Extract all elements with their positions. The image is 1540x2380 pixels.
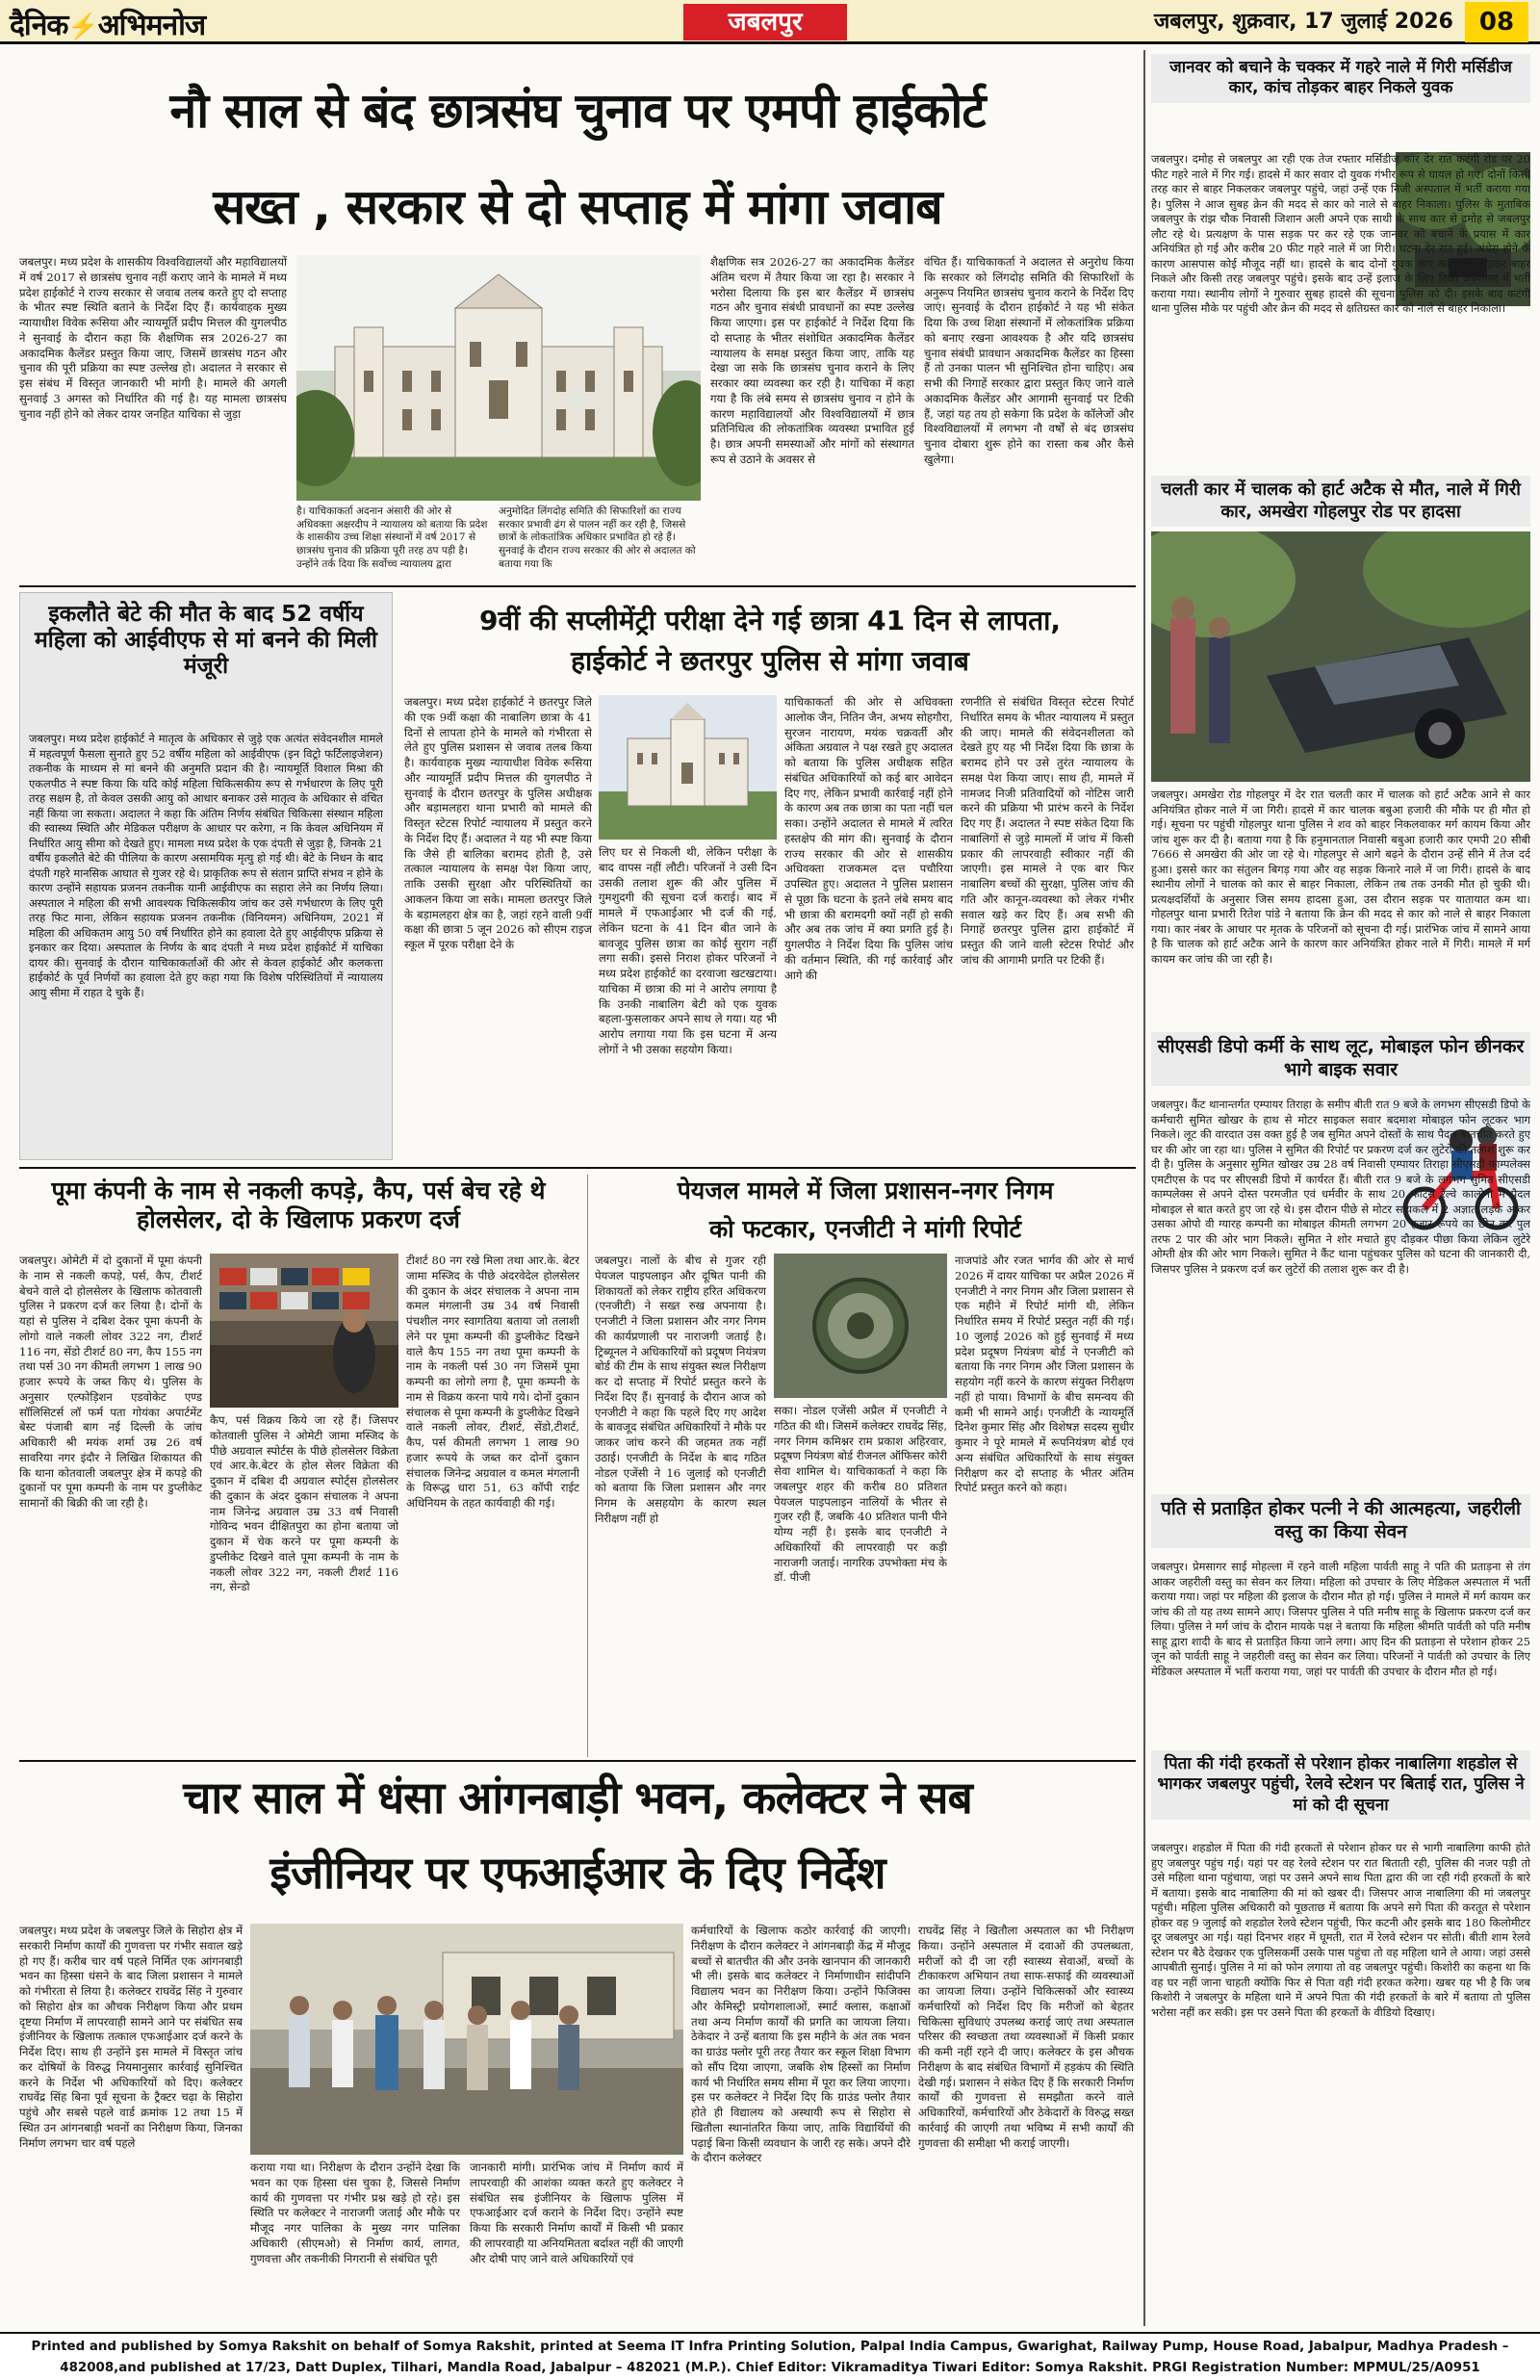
newspaper-logo xyxy=(10,4,250,42)
story1-column-4: वंचित हैं। याचिकाकर्ता ने अदालत से अनुरोध किया कि सरकार को लिंगदोह समिति की सिफारिशों के अनुरूप नियमित छात्रसंघ चुनाव कराने के निर्देश दिए जाएं। सुनवाई के दौरान हाईकोर्ट ने यह भी संकेत दिया कि उच्च शिक्षा संस्थानों में लोकतांत्रिक प्रक्रिया को बनाए रखना आवश्यक है और यदि छात्रसंघ चुनाव संबंधी प्रावधान अकादमिक कैलेंडर का हिस्सा हैं तो उनका पालन भी सुनिश्चित होना चाहिए। अब सभी की निगाहें सरकार द्वारा प्रस्तुत किए जाने वाले अकादमिक कैलेंडर और आगामी सुनवाई पर टिकी हैं, जहां यह तय हो सकेगा कि प्रदेश के कॉलेजों और विश्वविद्यालयों में लगभग नौ वर्षों से बंद छात्रसंघ चुनाव दोबारा शुरू होने का रास्ता कब और कैसे खुलेगा। xyxy=(924,255,1134,466)
story2-body: जबलपुर। मध्य प्रदेश हाईकोर्ट ने मातृत्व के अधिकार से जुड़े एक अत्यंत संवेदनशील मामले में महत्वपूर्ण फैसला सुनाते हुए 52 वर्षीय महिला को आईवीएफ (इन विट्रो फर्टिलाइजेशन) तकनीक के माध्यम से मां बनने की अनुमति प्रदान की है। न्यायमूर्ति विशाल मिश्रा की एकलपीठ ने स्पष्ट किया कि यदि कोई महिला चिकित्सकीय रूप से गर्भधारण के लिए पूरी तरह सक्षम है, तो केवल उसकी आयु को आधार बनाकर उसे मातृत्व के अधिकार से वंचित नहीं किया जा सकता। अदालत ने कहा कि अंतिम निर्णय संबंधित चिकित्सा संस्थान महिला की स्वास्थ्य स्थिति और मेडिकल परीक्षण के आधार पर करेगा, न कि केवल अधिनियम में निर्धारित आयु सीमा को देखते हुए। मामला मध्य प्रदेश के एक दंपती से जुड़ा है, जिनके 21 वर्षीय इकलौते बेटे की पीलिया के कारण असामयिक मृत्यु हो गई थी। बेटे के निधन के बाद दंपती गहरे मानसिक आघात से गुजर रहे थे। प्राकृतिक रूप से संतान प्राप्ति संभव न होने के कारण उन्होंने सहायक प्रजनन तकनीक यानी आईवीएफ का सहारा लेने का निर्णय लिया। अस्पताल ने महिला की सभी आवश्यक चिकित्सकीय जांच कर उसे गर्भधारण के लिए पूरी तरह फिट माना, लेकिन सहायक प्रजनन तकनीक (विनियमन) अधिनियम, 2021 में महिला की अधिकतम आयु 50 वर्ष निर्धारित होने का हवाला देते हुए आईवीएफ प्रक्रिया से इनकार कर दिया। अस्पताल के निर्णय के बाद दंपती ने मध्य प्रदेश हाईकोर्ट में याचिका दायर की। सुनवाई के दौरान याचिकाकर्ताओं की ओर से केवल हाईकोर्ट और कलकत्ता हाईकोर्ट के पूर्व निर्णयों का हवाला देते हुए कहा गया कि विशेष परिस्थितियों में न्यायालय आयु सीमा में राहत दे चुके हैं। xyxy=(29,732,383,999)
crashed-car-image xyxy=(1151,531,1530,782)
imprint-line-2: 482008,and published at 17/23, Datt Duplex, Tilhari, Mandla Road, Jabalpur – 482021 (M.P.). Chief Editor: Vikramaditya Tiwari Editor: Somya Rakshit. PRGI Registration Number: MPMUL/25/A0951 xyxy=(60,2361,1480,2375)
story3-column-3: याचिकाकर्ता की ओर से अधिवक्ता आलोक जैन, नितिन जैन, अभय सोहगौरा, सुरजन नारायण, मयंक चक्रवर्ती और अंकिता अग्रवाल ने पक्ष रखते हुए अदालत को बताया कि पुलिस अधीक्षक सहित संबंधित अधिकारियों को कई बार आवेदन दिए गए, लेकिन प्रभावी कार्रवाई नहीं होने के कारण अब तक छात्रा का पता नहीं चल सका। उन्होंने अदालत से मामले में त्वरित हस्तक्षेप की मांग की। सुनवाई के दौरान राज्य सरकार की ओर से शासकीय अधिवक्ता राजकमल दत्त पचौरिया उपस्थित हुए। अदालत ने पुलिस प्रशासन से पूछा कि घटना के इतने लंबे समय बाद भी छात्रा की बरामदगी क्यों नहीं हो सकी और अब तक जांच में क्या प्रगति हुई है। युगलपीठ ने निर्देश दिया कि पुलिस जांच की वर्तमान स्थिति, की गई कार्रवाई और आगे की xyxy=(784,695,953,982)
sidebar-story1-body: जबलपुर। दमोह से जबलपुर आ रही एक तेज रफ्तार मर्सिडीज कार देर रात कटंगी रोड पर 20 फीट गहरे नाले में गिर गई। हादसे में कार सवार दो युवक गंभीर रूप से घायल हो गए। दोनों किसी तरह कार से बाहर निकलकर जबलपुर पहुंचे, जहां उन्हें एक निजी अस्पताल में भर्ती कराया गया है। पुलिस ने आज सुबह क्रेन की मदद से कार को नाले से बाहर निकाला। पुलिस के मुताबिक जबलपुर के रांझ चौक निवासी जिशान अली अपने एक साथी के साथ कार से दमोह से जबलपुर लौट रहे थे। प्रत्यक्षण के पास सड़क पर कर रहे एक जानवर को बचाने के प्रयास में कार अनियंत्रित हो गई और करीब 20 फीट गहरे नाले में जा गिरी। घटना देर रात हुई। अंधेरा होने के कारण आसपास कोई मौजूद नहीं था। हादसे के बाद दोनों युवक कार का कांच तोड़कर बाहर निकले और किसी तरह जबलपुर पहुंचे। इसके बाद उन्हें इलाज के लिए निजी अस्पताल में भर्ती कराया गया। स्थानीय लोगों ने गुरुवार सुबह हादसे की सूचना पुलिस को दी। इसके बाद कटंगी थाना पुलिस मौके पर पहुंची और क्रेन की मदद से क्षतिग्रस्त कार को नाले से बाहर निकाला। xyxy=(1151,152,1530,315)
sidebar-story3-body: जबलपुर। कैंट थानान्तर्गत एम्पायर तिराहा के समीप बीती रात 9 बजे के लगभग सीएसडी डिपो के कर्मचारी सुमित खोखर के हाथ से मोटर साइकल सवार बदमाश मोबाइल फोन लूटकर भाग निकले। लूट की वारदात उस वक्त हुई है जब सुमित अपने दोस्तों के साथ पैदल बातचीत करते हुए घर की ओर जा रहा था। पुलिस ने सुमित की रिपोर्ट पर प्रकरण दर्ज कर लुटेरों की तलाश शुरू कर दी है। पुलिस के अनुसार सुमित खोखर उम्र 28 वर्ष निवासी एम्पायर तिराहा सीएसडी काम्पलेक्स एमटीएस के पद पर सीएसडी डिपो में कार्यरत हैं। बीती रात 9 बजे के लगभग सुमित सीएसडी काम्पलेक्स से अपने दोस्त परमजीत एवं धर्मवीर के साथ 20 फीट्स रेल्वे कालोनी में पैदल मोबाइल से बात करते हुए जा रहे थे। इस दौरान पीछे से मोटर सायकल में 2 अज्ञात लड़के आकर उसका ओपो वी ग्यारह कम्पनी का मोबाइल कीमती लगभग 20 हजार रूपये का छीन कर पुल तरफ 2 पार की ओर भाग निकले। सुमित ने शोर मचाते हुए दौड़कर पीछा किया लेकिन लुटेरे ओम्ती क्षेत्र की ओर भाग निकले। सुमित ने कैंट थाना पहुंचकर पुलिस को घटना की जानकारी दी, जिसपर पुलिस ने प्रकरण दर्ज कर लुटेरों की तलाश शुरू कर दी है। xyxy=(1151,1098,1530,1276)
story6-column-1: जबलपुर। मध्य प्रदेश के जबलपुर जिले के सिहोरा क्षेत्र में सरकारी निर्माण कार्यों की गुणवत्ता पर गंभीर सवाल खड़े हो गए हैं। करीब चार वर्ष पहले निर्मित एक आंगनबाड़ी भवन का हिस्सा धंसने के बाद जिला प्रशासन ने मामले को गंभीरता से लिया है। कलेक्टर राघवेंद्र सिंह ने गुरुवार को सिहोरा क्षेत्र का औचक निरीक्षण किया और प्रथम दृष्टया निर्माण में लापरवाही सामने आने पर संबंधित सब इंजीनियर के खिलाफ तत्काल एफआईआर दर्ज करने के निर्देश दिए। साथ ही उन्होंने इस मामले में विस्तृत जांच कर दोषियों के विरुद्ध नियमानुसार कार्रवाई सुनिश्चित करने के निर्देश भी अधिकारियों को दिए। कलेक्टर राघवेंद्र सिंह बिना पूर्व सूचना के ट्रैक्टर चढ़ा के सिहोरा पहुंचे और सबसे पहले वार्ड क्रमांक 12 तथा 15 में स्थित उन आंगनबाड़ी भवनों का निरीक्षण किया, जिनका निर्माण लगभग चार वर्ष पहले xyxy=(19,1924,243,2150)
sidebar-story5-body: जबलपुर। शहडोल में पिता की गंदी हरकतों से परेशान होकर घर से भागी नाबालिगा काफी होते हुए जबलपुर पहुंच गई। यहां पर वह रेलवे स्टेशन पर रात बिताती रही, पुलिस की नजर पड़ी तो उसे महिला थाना पहुंचाया, जहां पर उसने अपने साथ पिता द्वारा की जा रही गंदी हरकतों के बारे में बताया। इसके बाद नाबालिगा की मां को खबर दी। जिसपर आज नाबालिगा की मां जबलपुर पहुंची। महिला पुलिस अधिकारी को पूछताछ में बताया कि अपने सगे पिता की करतूत से परेशान होकर वह 9 जुलाई को शहडोल रेलवे स्टेशन पहुंची, फिर कटनी और इसके बाद 180 किलोमीटर दूर जबलपुर आ गई। यहां दिनभर शहर में घूमती, रात में रेलवे स्टेशन पर सोती। बीती शाम रेलवे स्टेशन पर बैठे देखकर एक पुलिसकर्मी उसके पास पहुंचा तो वह महिला थाने ले आया। जहां उससे आपबीती सुनाई। पुलिस ने मां को फोन लगाया तो वह जबलपुर पहुंची। किशोरी का कहना था कि वह घर नहीं जाना चाहती क्योंकि फिर से पिता वही गंदी हरकत करेगा। खबर यह भी है कि जब किशोरी ने जबलपुर के महिला थाने में अपने पिता की गंदी हरकतों के बारे में बताया तो पुलिस भरोसा नहीं कर सकी। इस पर उसने पिता की हरकतों के वीडियो दिखाए। xyxy=(1151,1841,1530,2019)
water-pipeline-image xyxy=(774,1254,947,1398)
story5-headline-line2: को फटकार, एनजीटी ने मांगी रिपोर्ट xyxy=(708,1215,1022,1243)
story6-column-2b: जानकारी मांगी। प्रारंभिक जांच में निर्माण कार्य में लापरवाही की आशंका व्यक्त करते हुए कलेक्टर ने संबंधित सब इंजीनियर के खिलाफ पुलिस में एफआईआर दर्ज कराने के निर्देश दिए। उन्होंने स्पष्ट किया कि सरकारी निर्माण कार्यों में किसी भी प्रकार की लापरवाही या अनियमितता बर्दाश्त नहीं की जाएगी और दोषी पाए जाने वाले अधिकारियों एवं xyxy=(470,2160,683,2265)
imprint-footer xyxy=(0,2332,1540,2380)
high-court-building-image xyxy=(296,255,701,501)
page-number: 08 xyxy=(1465,2,1528,42)
story3-column-1: जबलपुर। मध्य प्रदेश हाईकोर्ट ने छतरपुर जिले की एक 9वीं कक्षा की नाबालिग छात्रा के 41 दिनों से लापता होने के मामले को गंभीरता से लेते हुए पुलिस प्रशासन से जवाब तलब किया है। कार्यवाहक मुख्य न्यायाधीश विवेक रूसिया और न्यायमूर्ति प्रदीप मित्तल की युगलपीठ ने सुनवाई के दौरान छतरपुर के पुलिस अधीक्षक और बड़ामलहरा थाना प्रभारी को मामले की विस्तृत स्टेटस रिपोर्ट न्यायालय में प्रस्तुत करने के निर्देश दिए हैं। अदालत ने यह भी स्पष्ट किया कि जैसे ही बालिका बरामद होती है, उसे तत्काल न्यायालय के समक्ष पेश किया जाए, ताकि उसकी सुरक्षा और परिस्थितियों का आकलन किया जा सके। मामला छतरपुर जिले के बड़ामलहरा क्षेत्र का है, जहां रहने वाली 9वीं कक्षा की छात्रा 5 जून 2026 को सीएम राइज स्कूल में पूरक परीक्षा देने के xyxy=(404,695,592,952)
story3-column-2: लिए घर से निकली थी, लेकिन परीक्षा के बाद वापस नहीं लौटी। परिजनों ने उसी दिन उसकी तलाश शुरू की और पुलिस में गुमशुदगी की सूचना दर्ज कराई। बाद में मामले में एफआईआर भी दर्ज की गई, लेकिन घटना के 41 दिन बीत जाने के बावजूद पुलिस छात्रा का कोई सुराग नहीं लगा सकी। इससे निराश होकर परिजनों ने मध्य प्रदेश हाईकोर्ट का दरवाजा खटखटाया। याचिका में छात्रा की मां ने आरोप लगाया है कि उनकी नाबालिग बेटी को एक युवक बहला-फुसलाकर अपने साथ ले गया। यह भी आरोप लगाया गया कि इस घटना में अन्य लोगों ने भी उसका सहयोग किया। xyxy=(599,845,777,1056)
story3-column-4: रणनीति से संबंधित विस्तृत स्टेटस रिपोर्ट निर्धारित समय के भीतर न्यायालय में प्रस्तुत की जाए। मामले की संवेदनशीलता को देखते हुए यह भी निर्देश दिया कि छात्रा के बरामद होने पर उसे तुरंत न्यायालय के समक्ष पेश किया जाए। साथ ही, मामले में नामजद निजी प्रतिवादियों को नोटिस जारी करने की प्रक्रिया भी प्रारंभ करने के निर्देश दिए गए हैं। अदालत ने स्पष्ट संकेत दिया कि नाबालिगों से जुड़े मामलों में जांच में किसी प्रकार की लापरवाही स्वीकार नहीं की जाएगी। इस मामले ने एक बार फिर नाबालिग बच्चों की सुरक्षा, पुलिस जांच की गति और कानून-व्यवस्था को लेकर गंभीर सवाल खड़े कर दिए हैं। अब सभी की निगाहें छतरपुर पुलिस द्वारा हाईकोर्ट में प्रस्तुत की जाने वाली स्टेटस रिपोर्ट और जांच की आगामी प्रगति पर टिकी हैं। xyxy=(961,695,1134,968)
sidebar-divider xyxy=(1143,50,1145,2326)
sidebar-story1-headline: जानवर को बचाने के चक्कर में गहरे नाले में गिरी मर्सिडीज कार, कांच तोड़कर बाहर निकले युवक xyxy=(1151,54,1530,103)
story4-divider xyxy=(587,1175,588,1757)
story5-headline-line1: पेयजल मामले में जिला प्रशासन-नगर निगम xyxy=(677,1177,1054,1204)
story6-caption-text: कराया गया था। निरीक्षण के दौरान उन्होंने देखा कि भवन का एक हिस्सा धंस चुका है, जिससे निर्माण कार्य की गुणवत्ता पर गंभीर प्रश्न खड़े हो रहे। इस स्थिति पर कलेक्टर ने नाराजगी जताई और मौके पर मौजूद नगर पालिका के मुख्य नगर पालिका अधिकारी (सीएमओ) से निर्माण कार्य, लागत, गुणवत्ता और तकनीकी निगरानी से संबंधित पूरी xyxy=(250,2160,460,2265)
logo-text-right: अभिमनोज xyxy=(97,9,206,42)
story3-divider xyxy=(19,1167,1136,1169)
sidebar-story2-headline: चलती कार में चालक को हार्ट अटैक से मौत, नाले में गिरी कार, अमखेरा गोहलपुर रोड पर हादसा xyxy=(1151,476,1530,527)
city-label: जबलपुर xyxy=(683,4,847,40)
story1-divider xyxy=(19,585,1136,587)
story1-column-3: शैक्षणिक सत्र 2026-27 का अकादमिक कैलेंडर अंतिम चरण में तैयार किया जा रहा है। सरकार ने भरोसा दिलाया कि इस बार कैलेंडर में छात्रसंघ गठन और चुनाव संबंधी प्रावधानों का स्पष्ट उल्लेख किया जाएगा। इस पर हाईकोर्ट ने निर्देश दिया कि दो सप्ताह के भीतर संशोधित अकादमिक कैलेंडर न्यायालय के समक्ष प्रस्तुत किया जाए, ताकि यह देखा जा सके कि छात्रसंघ चुनाव कराने के लिए सरकार क्या व्यवस्था कर रही है। याचिका में कहा गया है कि लंबे समय से छात्रसंघ चुनाव न होने के कारण महाविद्यालयों और विश्वविद्यालयों में छात्र प्रतिनिधित्व की लोकतांत्रिक व्यवस्था प्रभावित हुई है। छात्र अपनी समस्याओं और मांगों को संस्थागत रूप से उठाने के अवसर से xyxy=(710,255,914,466)
sidebar-story2-body: जबलपुर। अमखेरा रोड गोहलपुर में देर रात चलती कार में चालक को हार्ट अटैक आने से कार अनियंत्रित होकर नाले में जा गिरी। हादसे में कार चालक बबुआ हजारी की मौके पर ही मौत हो गई। सूचना पर पहुंची गोहलपुर थाना पुलिस ने शव को बाहर निकलवाकर मर्ग कायम किया और जांच शुरू कर दी है। बताया गया है कि हनुमानताल निवासी बबुआ हजारी कार एमपी 20 सीबी 7666 से अमखेरा की ओर जा रहे थे। गोहलपुर से आगे बढ़ने के दौरान उन्हें सीने में तेज दर्द हुआ। इससे कार का संतुलन बिगड़ गया और वह सड़क किनारे नाले में जा गिरी। हादसे के बाद स्थानीय लोगों ने चालक को कार से बाहर निकाला, लेकिन तब तक उनकी मौत हो चुकी थी। प्रत्यक्षदर्शियों के अनुसार जिस समय हादसा हुआ, उस दौरान सड़क पर यातायात कम था। गोहलपुर थाना प्रभारी रितेश पांडे ने बताया कि क्रेन की मदद से कार को नाले से बाहर निकाला गया। कार नंबर के आधार पर मृतक के परिजनों को सूचना दी गई। प्रारंभिक जांच में सामने आया है कि चालक को हार्ट अटैक आने के कारण कार अनियंत्रित होकर नाले में गिरी। मामले में मर्ग कायम कर जांच की जा रही है। xyxy=(1151,788,1530,966)
story6-column-3: कर्मचारियों के खिलाफ कठोर कार्रवाई की जाएगी। निरीक्षण के दौरान कलेक्टर ने आंगनबाड़ी केंद्र में मौजूद बच्चों से बातचीत की और उनके खानपान की जानकारी भी ली। इसके बाद कलेक्टर ने निर्माणाधीन सांदीपनि विद्यालय भवन का निरीक्षण किया। उन्होंने फिजिक्स और केमिस्ट्री प्रयोगशालाओं, स्मार्ट क्लास, कक्षाओं तथा अन्य निर्माण कार्यों की प्रगति का जायजा लिया। ठेकेदार ने उन्हें बताया कि इस महीने के अंत तक भवन का ग्राउंड फ्लोर पूरी तरह तैयार कर स्कूल शिक्षा विभाग को सौंप दिया जाएगा, जबकि शेष हिस्सों का निर्माण कार्य भी निर्धारित समय सीमा में पूरा कर लिया जाएगा। इस पर कलेक्टर ने निर्देश दिए कि ग्राउंड फ्लोर तैयार होते ही विद्यालय को अस्थायी रूप से सिहोरा से खितौला स्थानांतरित किया जाए, ताकि विद्यार्थियों की पढ़ाई बिना किसी व्यवधान के जारी रह सके। अपने दौरे के दौरान कलेक्टर xyxy=(691,1924,911,2165)
story4-headline: पूमा कंपनी के नाम से नकली कपड़े, कैप, पर्स बेच रहे थे होलसेलर, दो के खिलाफ प्रकरण दर्ज xyxy=(51,1177,546,1233)
story1-column-1: जबलपुर। मध्य प्रदेश के शासकीय विश्वविद्यालयों और महाविद्यालयों में वर्ष 2017 से छात्रसंघ चुनाव नहीं कराए जाने के मामले में मध्य प्रदेश हाईकोर्ट ने राज्य सरकार से जवाब तलब करते हुए दो सप्ताह के भीतर स्पष्ट स्थिति बताने के निर्देश दिए हैं। कार्यवाहक मुख्य न्यायाधीश विवेक रूसिया और न्यायमूर्ति प्रदीप मित्तल की युगलपीठ ने सुनवाई के दौरान कहा कि शैक्षणिक सत्र 2026-27 का अकादमिक कैलेंडर प्रस्तुत किया जाए, जिसमें छात्रसंघ गठन और चुनाव की पूरी प्रक्रिया का स्पष्ट उल्लेख हो। अदालत ने सरकार से इस संबंध में विस्तृत जानकारी भी मांगी है। मामले की अगली सुनवाई 3 अगस्त को निर्धारित की गई है। यह मामला छात्रसंघ चुनाव नहीं होने को लेकर दायर जनहित याचिका से जुड़ा xyxy=(19,255,287,421)
imprint-line-1: Printed and published by Somya Rakshit on behalf of Somya Rakshit, printed at Seema IT Infra Printing Solution, Palpal India Campus, Gwarighat, Railway Pump, House Road, Jabalpur, Madhya Pradesh – xyxy=(31,2340,1509,2354)
sidebar-story5-headline: पिता की गंदी हरकतों से परेशान होकर नाबालिगा शहडोल से भागकर जबलपुर पहुंची, रेलवे स्टेशन पर बिताई रात, पुलिस ने मां को दी सूचना xyxy=(1151,1750,1530,1820)
lightning-bolt-icon: ⚡ xyxy=(67,13,98,41)
sidebar-story4-headline: पति से प्रताड़ित होकर पत्नी ने की आत्महत्या, जहरीली वस्तु का किया सेवन xyxy=(1151,1494,1530,1548)
story1-column-2b: अनुमोदित लिंगदोह समिति की सिफारिशों का राज्य सरकार प्रभावी ढंग से पालन नहीं कर रही है, जिससे छात्रों के लोकतांत्रिक अधिकार प्रभावित हो रहे हैं। सुनवाई के दौरान राज्य सरकार की ओर से अदालत को बताया गया कि xyxy=(499,505,696,570)
story3-headline-line1: 9वीं की सप्लीमेंट्री परीक्षा देने गई छात्रा 41 दिन से लापता, xyxy=(479,605,1061,636)
logo-text-left: दैनिक xyxy=(10,9,68,42)
story4-column-3: टीशर्ट 80 नग रखे मिला तथा आर.के. बेटर जामा मस्जिद के पीछे अंदरवेदेल होलसेलर की दुकान के अंदर संचालक ने अपना नाम कमल मंगलानी उम्र 34 वर्ष निवासी पंचशील नगर स्वागतिया बताया जो तलाशी लेने पर पूमा कम्पनी की डुप्लीकेट दिखने वाले कैप 155 नग तथा पूमा कम्पनी के नाम के नकली पर्स 30 नग जिसमें पूमा कम्पनी का लोगो लगा है, पूमा कम्पनी के नाम से विक्रय करना पाये गये। दोनों दुकान संचालक से पूमा कम्पनी के डुप्लीकेट दिखने वाले नकली लोवर, टीशर्ट, सेंडो,टीशर्ट, कैप, पर्स कीमती लगभग 1 लाख 90 हजार रूपये के जब्त कर दोनों दुकान संचालक जिनेन्द्र अग्रवाल व कमल मंगलानी के विरूद्ध धारा 51, 63 कॉपी राईट अधिनियम के तहत कार्यवाही की गई। xyxy=(406,1254,579,1511)
high-court-photo xyxy=(296,255,701,501)
sidebar-story3-headline: सीएसडी डिपो कर्मी के साथ लूट, मोबाइल फोन छीनकर भागे बाइक सवार xyxy=(1151,1032,1530,1086)
collector-inspection-image xyxy=(250,1924,683,2155)
issue-date: जबलपुर, शुक्रवार, 17 जुलाई 2026 xyxy=(1153,10,1453,34)
story4-column-1: जबलपुर। ओमेटी में दो दुकानों में पूमा कंपनी के नाम से नकली कपड़े, पर्स, कैप, टीशर्ट बेचने वाले दो होलसेलर के खिलाफ कोतवाली पुलिस ने प्रकरण दर्ज कर लिया है। दोनों के यहां से पुलिस ने दबिश देकर पूमा कंपनी के लोगो वाले नकली लोवर 322 नग, टीशर्ट 116 नग, सेंडो टीशर्ट 80 नग, कैप 155 नग तथा पर्स 30 नग कीमती लगभग 1 लाख 90 हजार रूपये के जब्त किए थे। पुलिस के अनुसार एल्फोड़िशन एडवोकेट एण्ड सॉलिसिटर्स लॉ फर्म पता गोयंका अपार्टमेंट बेस्ट पंजाबी बाग नई दिल्ली के जांच अधिकारी श्री मयंक शर्मा उम्र 26 वर्ष सावरिया नगर इंदौर ने लिखित शिकायत की कि थाना कोतवाली जबलपुर क्षेत्र में कपड़े की दुकानों पर पूमा कम्पनी के नाम पर डुप्लीकेट सामानों की बिक्री की जा रही है। xyxy=(19,1254,202,1511)
court-building-image xyxy=(599,695,777,840)
story5-divider xyxy=(19,1760,1136,1762)
story5-photo xyxy=(774,1254,947,1398)
story6-inspection-photo xyxy=(250,1924,683,2155)
story1-headline-line2: सख्त , सरकार से दो सप्ताह में मांगा जवाब xyxy=(213,179,942,235)
story6-headline-line1: चार साल में धंसा आंगनबाड़ी भवन, कलेक्टर ने सब xyxy=(183,1772,972,1824)
sidebar-story4-body: जबलपुर। प्रेमसागर साई मोहल्ला में रहने वाली महिला पार्वती साहू ने पति की प्रताड़ना से तंग आकर जहरीली वस्तु का सेवन कर लिया। महिला को उपचार के लिए मेडिकल अस्पताल में भर्ती कराया गया। जहां पर महिला की इलाज के दौरान मौत हो गई। पुलिस ने मामले में मर्ग कायम कर जांच की तो यह तथ्य सामने आए। जिसपर पुलिस ने पति मनीष साहू के खिलाफ प्रकरण दर्ज कर लिया। पुलिस ने मर्ग जांच के दौरान मायके पक्ष ने बताया कि महिला श्रीमति पार्वती को पति मनीष साहू द्वारा शादी के बाद से प्रताड़ित किया जाने लगा। आए दिन की प्रताड़ना से परेशान होकर 25 जून को पार्वती साहू ने जहरीली वस्तु का सेवन कर लिया। परिजनों ने पार्वती को उपचार के लिए मेडिकल अस्पताल में भर्ती कराया गया, जहां पर पार्वती की उपचार के दौरान मौत हो गई। xyxy=(1151,1560,1530,1678)
story6-headline-line2: इंजीनियर पर एफआईआर के दिए निर्देश xyxy=(270,1847,886,1899)
story1-headline-line1: नौ साल से बंद छात्रसंघ चुनाव पर एमपी हाईकोर्ट xyxy=(169,83,986,139)
story1-photo-caption: है। याचिकाकर्ता अदनान अंसारी की ओर से अधिवक्ता अक्षरदीप ने न्यायालय को बताया कि प्रदेश के शासकीय उच्च शिक्षा संस्थानों में वर्ष 2017 से छात्रसंघ चुनाव की प्रक्रिया पूरी तरह ठप पड़ी है। उन्होंने तर्क दिया कि सर्वोच्च न्यायालय द्वारा xyxy=(296,505,488,570)
story4-caption-text: कैप, पर्स विक्रय किये जा रहे हैं। जिसपर कोतवाली पुलिस ने ओमेटी जामा मस्जिद के पीछे अग्रवाल स्पोर्टस के पीछे होलसेलर विक्रेता एवं आर.के.बेटर के होल सेलर विक्रेता की दुकान में दबिश दी अग्रवाल स्पोर्ट्स होलसेलर की दुकान के अंदर दुकान संचालक ने अपना नाम जिनेन्द्र अग्रवाल उम्र 33 वर्ष निवासी गोविन्द भवन दीक्षितपुरा का होना बताया जो दुकान में चेक करने पर पूमा कम्पनी के डुप्लीकेट दिखने वाले पूमा कम्पनी के नाम के नकली लोवर 322 नग, नकली टीशर्ट 116 नग, सेन्डो xyxy=(210,1413,398,1594)
story4-shop-photo xyxy=(210,1254,398,1408)
story5-column-3: नाजपांडे और रजत भार्गव की ओर से मार्च 2026 में दायर याचिका पर अप्रैल 2026 में एनजीटी ने नगर निगम और जिला प्रशासन से एक महीने में रिपोर्ट मांगी थी, लेकिन निर्धारित समय में रिपोर्ट प्रस्तुत नहीं की गई। 10 जुलाई 2026 को हुई सुनवाई में मध्य प्रदेश प्रदूषण नियंत्रण बोर्ड ने एनजीटी को बताया कि नगर निगम और जिला प्रशासन के सहयोग नहीं करने के कारण संयुक्त निरीक्षण नहीं हो पाया। विभागों के बीच समन्वय की कमी भी सामने आई। एनजीटी के न्यायमूर्ति दिनेश कुमार सिंह और विशेषज्ञ सदस्य सुधीर कुमार ने पूरे मामले में रूपनियंत्रण बोर्ड एवं अन्य संबंधित अधिकारियों के साथ संयुक्त निरीक्षण कर दो सप्ताह के भीतर अंतिम रिपोर्ट प्रस्तुत करने को कहा। xyxy=(955,1254,1134,1495)
story2-headline: इकलौते बेटे की मौत के बाद 52 वर्षीय महिला को आईवीएफ से मां बनने की मिली मंजूरी xyxy=(35,602,377,680)
clothing-shop-image xyxy=(210,1254,398,1408)
story3-headline-line2: हाईकोर्ट ने छतरपुर पुलिस से मांगा जवाब xyxy=(571,645,969,677)
story5-column-1: जबलपुर। नालों के बीच से गुजर रही पेयजल पाइपलाइन और दूषित पानी की शिकायतों को लेकर राष्ट्रीय हरित अधिकरण (एनजीटी) ने सख्त रुख अपनाया है। एनजीटी ने जिला प्रशासन और नगर निगम की कार्यप्रणाली पर नाराजगी जताई है। ट्रिब्यूनल ने अधिकारियों को प्रदूषण नियंत्रण बोर्ड की टीम के साथ संयुक्त स्थल निरीक्षण कर दो सप्ताह में रिपोर्ट प्रस्तुत करने के निर्देश दिए हैं। सुनवाई के दौरान आज को एनजीटी ने कहा कि पहले दिए गए आदेश के बावजूद संबंधित अधिकारियों ने मौके पर जाकर जांच करने की जहमत तक नहीं उठाई। एनजीटी के निर्देश के बाद गठित नोडल एजेंसी ने 16 जुलाई को एनजीटी को बताया कि जिला प्रशासन और नगर निगम के असहयोग के कारण स्थल निरीक्षण नहीं हो xyxy=(595,1254,766,1526)
sidebar-story2-photo xyxy=(1151,531,1530,782)
story6-column-4: राघवेंद्र सिंह ने खितौला अस्पताल का भी निरीक्षण किया। उन्होंने अस्पताल में दवाओं की उपलब्धता, मरीजों को दी जा रही स्वास्थ्य सेवाओं, बच्चों के टीकाकरण अभियान तथा साफ-सफाई की व्यवस्थाओं का जायजा लिया। उन्होंने चिकित्सकों और स्वास्थ्य कर्मचारियों को निर्देश दिए कि मरीजों को बेहतर चिकित्सा सुविधाएं उपलब्ध कराई जाएं तथा अस्पताल परिसर की स्वच्छता तथा व्यवस्थाओं में किसी प्रकार की कमी नहीं रहने दी जाए। कलेक्टर के इस औचक निरीक्षण के बाद संबंधित विभागों में हड़कंप की स्थिति देखी गई। प्रशासन ने संकेत दिए हैं कि सरकारी निर्माण कार्यों की गुणवत्ता से समझौता करने वाले अधिकारियों, कर्मचारियों और ठेकेदारों के विरुद्ध सख्त कार्रवाई की जाएगी तथा भविष्य में सभी कार्यों की गुणवत्ता की समीक्षा भी कराई जाएगी। xyxy=(918,1924,1134,2150)
story5-column-2: सका। नोडल एजेंसी अप्रैल में एनजीटी ने गठित की थी। जिसमें कलेक्टर राघवेंद्र सिंह, नगर निगम कमिश्नर राम प्रकाश अहिरवार, प्रदूषण नियंत्रण बोर्ड रीजनल ऑफिसर कोरी सेवा शामिल थे। याचिकाकर्ता ने कहा कि जबलपुर शहर की करीब 80 प्रतिशत पेयजल पाइपलाइन नालियों के भीतर से गुजर रही हैं, जबकि 40 प्रतिशत पानी पीने योग्य नहीं है। इसके बाद एनजीटी ने अधिकारियों की लापरवाही पर कड़ी नाराजगी जताई। नागरिक उपभोक्ता मंच के डॉ. पीजी xyxy=(774,1404,947,1585)
story3-photo xyxy=(599,695,777,840)
